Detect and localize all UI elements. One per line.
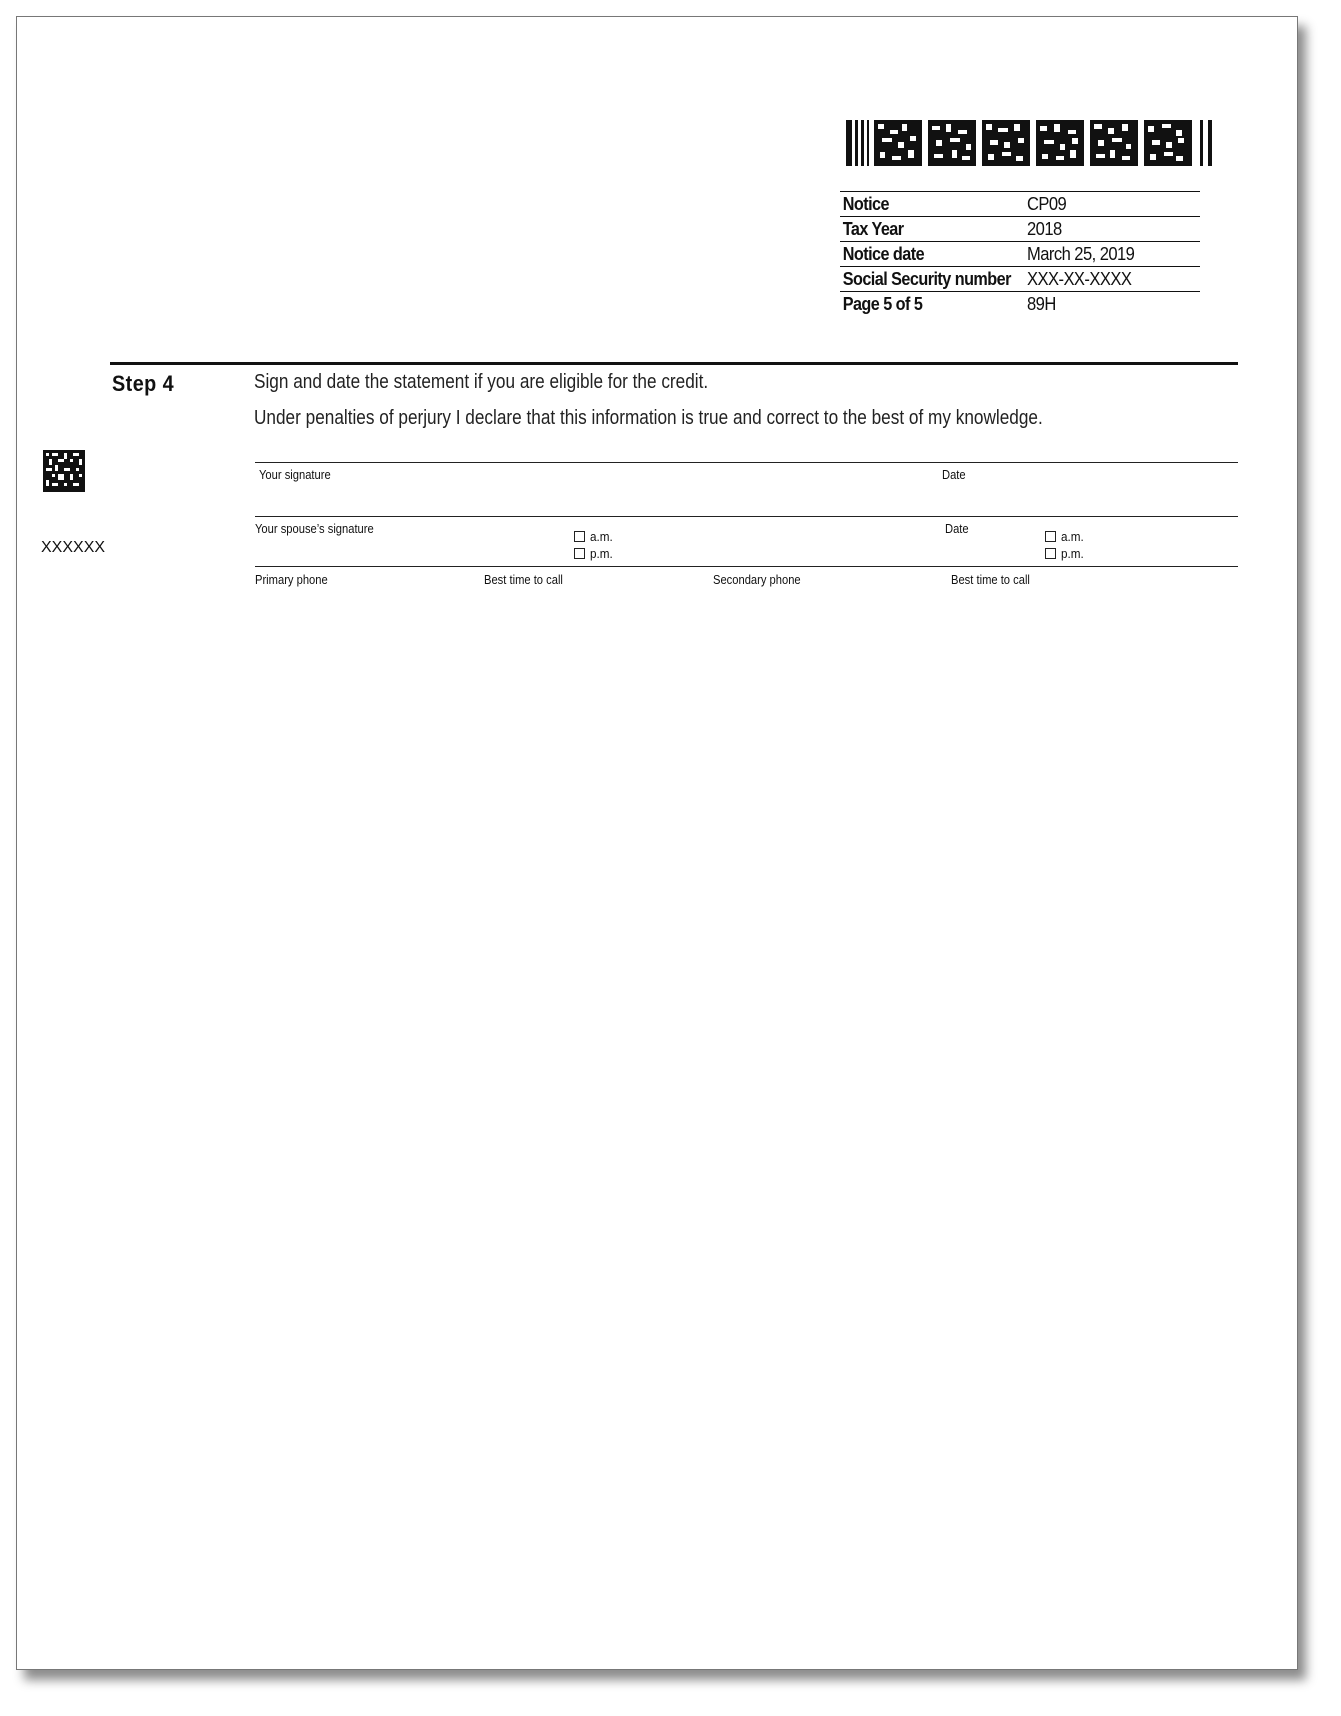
perjury-declaration: Under penalties of perjury I declare that this information is true and correct to the best of my knowledge. bbox=[254, 407, 1043, 429]
tax-year-row bbox=[840, 216, 1200, 241]
notice-date-row bbox=[840, 241, 1200, 266]
document-page bbox=[16, 16, 1298, 1670]
your-signature-label: Your signature bbox=[259, 467, 331, 482]
datamatrix-code-image bbox=[43, 450, 85, 492]
date-label: Date bbox=[942, 467, 966, 482]
notice-info-table bbox=[840, 191, 1200, 316]
spouse-date-label: Date bbox=[945, 521, 969, 536]
primary-phone-label: Primary phone bbox=[255, 572, 328, 587]
pm-option-2[interactable] bbox=[1045, 546, 1086, 561]
page-number-label: Page 5 of 5 bbox=[842, 293, 923, 314]
phone-line bbox=[255, 566, 1238, 567]
notice-date-label: Notice date bbox=[842, 243, 925, 264]
am-label-2: a.m. bbox=[1061, 529, 1084, 544]
ssn-row bbox=[840, 266, 1200, 291]
spouse-signature-label: Your spouse’s signature bbox=[255, 521, 374, 536]
pm-label-2: p.m. bbox=[1061, 546, 1084, 561]
pm-option-1[interactable] bbox=[574, 546, 615, 561]
step-instruction: Sign and date the statement if you are eligible for the credit. bbox=[254, 371, 709, 393]
pm-label-1: p.m. bbox=[590, 546, 613, 561]
tax-year-label: Tax Year bbox=[842, 218, 904, 239]
secondary-phone-label: Secondary phone bbox=[713, 572, 801, 587]
notice-label: Notice bbox=[842, 193, 889, 214]
page-code-value: 89H bbox=[1027, 293, 1056, 314]
notice-date-value: March 25, 2019 bbox=[1027, 243, 1135, 264]
signature-line bbox=[255, 462, 1238, 463]
am-option-1[interactable] bbox=[574, 529, 615, 544]
barcode-image bbox=[846, 120, 1226, 170]
am-checkbox-1[interactable] bbox=[574, 531, 585, 542]
step-label: Step 4 bbox=[112, 371, 175, 396]
page-number-row bbox=[840, 291, 1200, 316]
notice-row bbox=[840, 191, 1200, 216]
am-checkbox-2[interactable] bbox=[1045, 531, 1056, 542]
am-option-2[interactable] bbox=[1045, 529, 1086, 544]
section-divider bbox=[110, 362, 1238, 365]
notice-value: CP09 bbox=[1027, 193, 1067, 214]
best-time-label-2: Best time to call bbox=[951, 572, 1030, 587]
tax-year-value: 2018 bbox=[1027, 218, 1062, 239]
ssn-value: XXX-XX-XXXX bbox=[1027, 268, 1132, 289]
am-label-1: a.m. bbox=[590, 529, 613, 544]
side-code: XXXXXX bbox=[41, 539, 106, 556]
best-time-label-1: Best time to call bbox=[484, 572, 563, 587]
ssn-label: Social Security number bbox=[842, 268, 1011, 289]
pm-checkbox-2[interactable] bbox=[1045, 548, 1056, 559]
pm-checkbox-1[interactable] bbox=[574, 548, 585, 559]
spouse-signature-line bbox=[255, 516, 1238, 517]
